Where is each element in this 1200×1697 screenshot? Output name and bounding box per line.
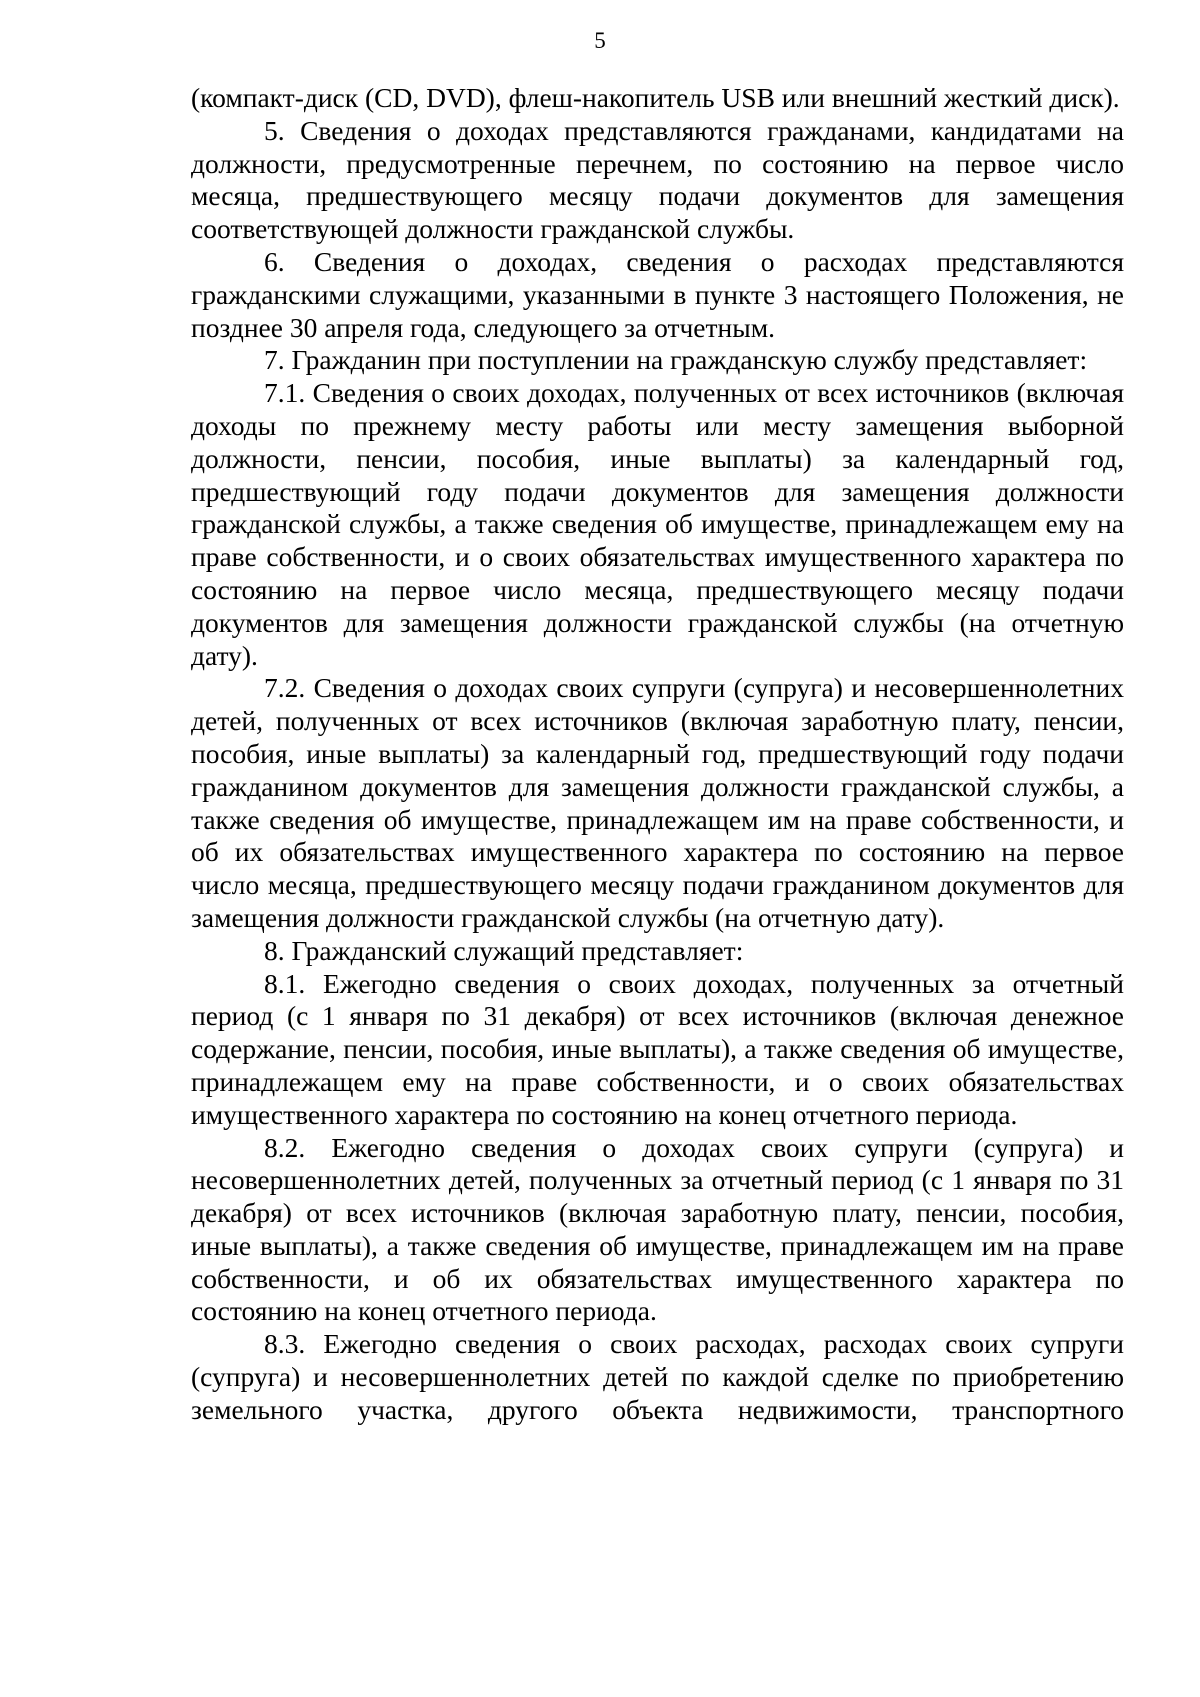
page-number: 5	[594, 28, 606, 53]
paragraph-item-8-3: 8.3. Ежегодно сведения о своих расходах, расходах своих супруги (супруга) и несовершеннолетних детей по каждой сделке по приобретению земельного участка, другого объекта недвижимости, транспортного	[191, 1328, 1124, 1425]
paragraph-item-8-2: 8.2. Ежегодно сведения о доходах своих супруги (супруга) и несовершеннолетних детей, полученных за отчетный период (с 1 января по 31 декабря) от всех источников (включая заработную плату, пенсии, пособия, иные выплаты), а также сведения об имуществе, принадлежащем им на праве собственности, и об их обязательствах имущественного характера по состоянию на конец отчетного периода.	[191, 1131, 1124, 1327]
paragraph-item-8: 8. Гражданский служащий представляет:	[264, 934, 744, 966]
paragraph-item-6: 6. Сведения о доходах, сведения о расходах представляются гражданскими служащими, указанными в пункте 3 настоящего Положения, не позднее 30 апреля года, следующего за отчетным.	[191, 245, 1124, 343]
paragraph-item-7-2: 7.2. Сведения о доходах своих супруги (супруга) и несовершеннолетних детей, полученных от всех источников (включая заработную плату, пенсии, пособия, иные выплаты) за календарный год, предшествующий году подачи гражданином документов для замещения должности гражданской службы, а также сведения об имуществе, принадлежащем им на праве собственности, и об их обязательствах имущественного характера по состоянию на первое число месяца, предшествующего месяцу подачи гражданином документов для замещения должности гражданской службы (на отчетную дату).	[191, 672, 1124, 933]
paragraph-item-7-1: 7.1. Сведения о своих доходах, полученных от всех источников (включая доходы по прежнему месту работы или месту замещения выборной должности, пенсии, пособия, иные выплаты) за календарный год, предшествующий году подачи документов для замещения должности гражданской службы, а также сведения об имуществе, принадлежащем ему на праве собственности, и о своих обязательствах имущественного характера по состоянию на первое число месяца, предшествующего месяцу подачи документов для замещения должности гражданской службы (на отчетную дату).	[191, 377, 1124, 671]
document-body	[191, 82, 1124, 1427]
paragraph-item-8-1: 8.1. Ежегодно сведения о своих доходах, полученных за отчетный период (с 1 января по 31 декабря) от всех источников (включая денежное содержание, пенсии, пособия, иные выплаты), а также сведения об имуществе, принадлежащем ему на праве собственности, и о своих обязательствах имущественного характера по состоянию на конец отчетного периода.	[191, 967, 1124, 1130]
paragraph-item-7: 7. Гражданин при поступлении на гражданскую службу представляет:	[264, 344, 1088, 376]
paragraph-item-5: 5. Сведения о доходах представляются гражданами, кандидатами на должности, предусмотренные перечнем, по состоянию на первое число месяца, предшествующего месяцу подачи документов для замещения соответствующей должности гражданской службы.	[191, 114, 1124, 245]
paragraph-media-types: (компакт-диск (CD, DVD), флеш-накопитель USB или внешний жесткий диск).	[191, 82, 1120, 113]
